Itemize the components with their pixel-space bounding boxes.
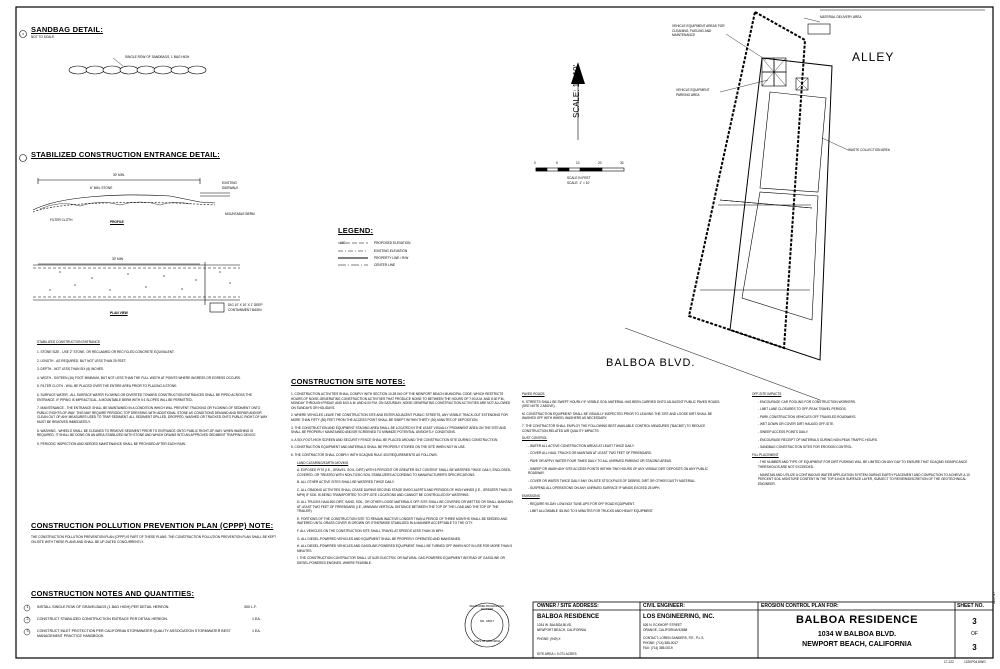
entrance-note: 8. WASHING - WHEELS SHALL BE CLEANED TO REMOVE SEDIMENT PRIOR TO ENTRANCE ONTO PUBLIC RIGHT-OF-WAY. WHEN WASHING IS REQUIRED, IT SHALL BE DONE ON AN AREA STABILIZED WITH STONE AND WHICH DRAINS INTO AN APPROVED SEDIMENT TRAPPING DEVICE. xyxy=(37,428,257,438)
site-note: M. CONSTRUCTION EQUIPMENT SHALL BE VISUALLY INSPECTED PRIOR TO LEAVING THE SITE AND LOOSE DIRT SHALL BE WASHED OFF WITH WHEEL WASHERS AS NECESSARY. xyxy=(522,411,713,421)
eng-addr2: ORANGE, CALIFORNIA 92868 xyxy=(643,628,688,632)
stamp-text: REGISTERED PROFESSIONAL ENGINEER xyxy=(469,605,505,611)
site-note: C. ALL GRADING ACTIVITIES SHALL CEASE DURING SECOND STAGE SMOG ALERTS AND PERIODS OF HIGH WINDS (I.E., GREATER THAN 25 MPH) IF SOIL IS BEING TRANSPORTED TO OFF-SITE LOCATIONS AND CANNOT BE CONTROLLED BY WATERING. xyxy=(297,487,512,497)
entrance-plan-label: PLAN VIEW xyxy=(110,311,128,315)
eng-contact: CONTACT: LOREN SANDERS, P.E., P.L.S. xyxy=(643,636,705,640)
entrance-profile-label: PROFILE xyxy=(110,220,124,224)
site-note: F. ALL VEHICLES ON THE CONSTRUCTION SITE SHALL TRAVEL AT SPEEDS LESS THAN 15 MPH. xyxy=(297,529,444,534)
entrance-stone: 6" MIN. STONE xyxy=(90,186,113,190)
title-block-lines xyxy=(533,602,993,658)
site-note: - COVER ALL HAUL TRUCKS OR MAINTAIN AT LEAST TWO FEET OF FREEBOARD. xyxy=(528,451,652,456)
material-area-label: MATERIAL DELIVERY AREA xyxy=(820,15,862,19)
entrance-berm: MOUNTABLE BERM xyxy=(225,212,255,216)
scale-small: SCALE: 1" = 10' xyxy=(567,181,590,185)
balboa-label: BALBOA BLVD. xyxy=(606,357,696,369)
site-note: H. ALL DIESEL-POWERED VEHICLES AND GASOLINE-POWERED EQUIPMENT SHALL BE TURNED OFF WHEN NOT IN USE FOR MORE THAN 5 MINUTES. xyxy=(297,544,513,553)
plan-name: BALBOA RESIDENCE xyxy=(796,614,918,626)
entrance-basin: DIG 10' X 10' X 1' DEEP CONTAINMENT BASIN xyxy=(228,303,263,312)
qty-desc: CONSTRUCT STABILIZED CONSTRUCTION ENTRACE PER DETAIL HEREON. xyxy=(37,617,168,621)
qty-num: 2 xyxy=(26,617,29,621)
bar-scale xyxy=(536,168,624,171)
entrance-notes xyxy=(37,350,269,450)
eng-name: LOS ENGINEERING, INC. xyxy=(643,614,715,620)
site-note: - PARK CONSTRUCTION VEHICLES OFF TRAVELED ROADWAYS. xyxy=(758,414,857,419)
qty-num: 3 xyxy=(26,629,29,633)
sandbag-title: SANDBAG DETAIL: xyxy=(31,25,104,34)
plan-addr1: 1034 W BALBOA BLVD. xyxy=(817,631,897,638)
site-note: D. ALL TRUCKS HAULING DIRT, SAND, SOIL, OR OTHER LOOSE MATERIALS OFF-SITE SHALL BE COVERED OR WETTED OR SHALL MAINTAIN AT LEAST TWO FEET OF FREEBOARD (I.E., MINIMUM VERTICAL DISTANCE BETWEEN THE TOP OF THE LOAD AND THE TOP OF THE TRAILER). xyxy=(297,500,513,514)
scale-tick: 20 xyxy=(598,161,602,165)
sheet-total: 3 xyxy=(972,643,977,652)
site-note: - SWEEP ACCESS POINTS DAILY. xyxy=(758,429,809,434)
owner-phone: PHONE: (949) X xyxy=(537,637,561,641)
site-note-heading: DUST CONTROL xyxy=(522,436,548,441)
entrance-notes-title: STABILIZED CONSTRUCTION ENTRANCE xyxy=(37,340,100,344)
site-note: - LIMIT ALLOWABLE IDLING TO 5 MINUTES FOR TRUCKS AND HEAVY EQUIPMENT. xyxy=(528,509,654,514)
scale-tick: 10 xyxy=(576,161,580,165)
site-note: 7. THE CONTRACTOR SHALL EMPLOY THE FOLLOWING BEST AVAILABLE CONTROL MEASURES ("BACMS") TO REDUCE CONSTRUCTION-RELATED AIR QUALITY IMPACTS: xyxy=(522,423,706,433)
legend-sym: 100 xyxy=(340,241,346,245)
legend-label: PROPERTY LINE / R/W xyxy=(374,256,409,260)
qty-num: 1 xyxy=(26,605,29,609)
site-note: - WATER ALL ACTIVE CONSTRUCTION AREAS AT LEAST TWICE DAILY. xyxy=(528,443,635,448)
site-note: - COVER OR WATER TWICE DAILY ANY ON-SITE STOCKPILES OF DEBRIS, DIRT OR OTHER DUSTY MATERIAL. xyxy=(528,478,696,483)
eng-fax: FAX: (714) 385-0019 xyxy=(643,646,673,650)
legend-lines xyxy=(338,243,368,265)
sheet-no: 3 xyxy=(972,617,977,626)
scale-tick: 0 xyxy=(534,161,536,165)
entrance-profile xyxy=(33,178,230,212)
site-note: 2. WHERE VEHICLES LEAVE THE CONSTRUCTION SITE AND ENTER ADJACENT PUBLIC STREETS, ANY VISIBLE TRACK-OUT EXTENDING FOR MORE THAN FIFTY (50) FEET FROM THE ACCESS POINT SHALL BE SWEPT WITHIN THIRTY (30) MINUTES OF DEPOSITION. xyxy=(291,413,508,422)
vehicle-eq-label: VEHICLE EQUIPMENT AREAS FOR CLEANING, FUELING AND MAINTENANCE xyxy=(672,24,725,38)
legend-label: EXISTING ELEVATION xyxy=(374,249,408,253)
alley-label: ALLEY xyxy=(852,50,895,64)
entrance-note: 2. LENGTH - AS REQUIRED, BUT NOT LESS THAN 25 FEET. xyxy=(37,358,127,363)
entrance-note: 4. WIDTH - SIXTEEN (16) FOOT MINIMUM, BUT NOT LESS THAN THE FULL WIDTH AT POINTS WHERE INGRESS OR EGRESS OCCURS. xyxy=(37,375,241,380)
eng-head: CIVIL ENGINEER: xyxy=(643,603,685,609)
site-area: SITE AREA = 0.071 ACRES xyxy=(537,652,577,656)
qty-desc: CONSTRUCT INLET PROTECTION PER CALIFORNIA STORMWATER QUALITY ASSOCIATION STORMWATER BEST MANAGEMENT PRACTICE HANDBOOK. xyxy=(37,629,231,638)
site-note: - SUSPEND ALL OPERATIONS ON ANY UNPAVED SURFACE IF WINDS EXCEED 25 MPH. xyxy=(528,486,661,491)
legend-label: CENTER LINE xyxy=(374,263,396,267)
section-marker: 3 xyxy=(22,32,24,36)
site-note: 3. THE CONSTRUCTION AND EQUIPMENT STAGING AREA SHALL BE LOCATED IN THE LEAST VISUALLY PROMINENT AREA ON THE SITE AND SHALL BE PROPERLY MAINTAINED AND/OR SCREENED TO MINIMIZE POTENTIAL UNSIGHTLY CONDITIONS. xyxy=(291,425,507,435)
site-notes-col3 xyxy=(752,392,984,489)
file-name: 122EP04.DWG xyxy=(964,660,986,664)
entrance-note: 9. PERIODIC INSPECTION AND NEEDED MAINTENANCE SHALL BE PROVIDED AFTER EACH RAIN. xyxy=(37,441,186,446)
site-note-heading: PAVED ROADS xyxy=(522,392,545,396)
entrance-filter: FILTER CLOTH xyxy=(50,218,73,222)
sandbag-scale: NOT TO SCALE xyxy=(31,35,55,39)
entrance-note: 5. FILTER CLOTH - WILL BE PLACED OVER THE ENTIRE AREA PRIOR TO PLACING A STONE. xyxy=(37,384,178,389)
legend-title: LEGEND: xyxy=(338,226,374,235)
cppp-title: CONSTRUCTION POLLUTION PREVENTION PLAN (CPPP) NOTE: xyxy=(31,521,274,530)
stamp-state: STATE OF CALIFORNIA xyxy=(473,640,501,643)
site-notes-col1 xyxy=(291,392,513,569)
entrance-dim-plan: 30' MIN. xyxy=(112,257,124,261)
site-note: K. STREETS SHALL BE SWEPT HOURLY IF VISIBLE SOIL MATERIAL HAS BEEN CARRIED ONTO ADJACENT PUBLIC PAVED ROADS. (SEE NOTE 2 ABOVE). xyxy=(522,399,721,409)
site-note: - LIMIT LANE CLOSURES TO OFF-PEAK TRAVEL PERIODS. xyxy=(758,407,847,412)
sandbag-row xyxy=(69,66,206,74)
site-note-heading: EMISSIONS xyxy=(522,493,540,498)
eng-phone: PHONE: (714) 385-0017 xyxy=(643,641,678,645)
site-note: - ENCOURAGE RECEIPT OF MATERIALS DURING NON-PEAK TRAFFIC HOURS. xyxy=(758,437,878,442)
qty-value: 1 EA. xyxy=(252,617,261,621)
site-note: 4. A SIX-FOOT-HIGH SCREEN AND SECURITY FENCE SHALL BE PLACED AROUND THE CONSTRUCTION SITE DURING CONSTRUCTION. xyxy=(291,437,499,442)
plan-stipple xyxy=(49,271,230,290)
site-note: - SWEEP OR WASH ANY SITE ACCESS POINTS WITHIN TWO HOURS OF ANY VISIBLE DIRT DEPOSITS ON ANY PUBLIC ROADWAY. xyxy=(528,466,708,476)
stamp-no: NO. 46617 xyxy=(479,619,495,623)
legend-label: PROPOSED ELEVATION xyxy=(374,241,411,245)
site-notes-col2 xyxy=(522,392,722,517)
job-number: 17-122 xyxy=(944,660,954,664)
site-note: - WET DOWN OR COVER DIRT HAULED OFF-SITE. xyxy=(758,422,835,427)
site-note: - REQUIRE 90-DAY LOW-NOX TUNE-UPS FOR OFF ROAD EQUIPMENT. xyxy=(528,501,635,506)
site-note: E. PORTIONS OF THE CONSTRUCTION SITE TO REMAIN INACTIVE LONGER THAN A PERIOD OF THREE MONTHS SHALL BE SEEDED AND WATERED UNTIL GRASS COVER IS GROWN OR OTHERWISE STABILIZED IN A MANNER ACCEPTABLE TO THE CITY. xyxy=(297,516,508,526)
site-note-heading: LAND CLEARING/EARTH-MOVING xyxy=(297,460,349,465)
site-note: A. EXPOSED PITS (I.E., GRAVEL, SOIL, DIRT) WITH 5 PERCENT OR GREATER SILT CONTENT SHALL BE WATERED TWICE DAILY, ENCLOSED, COVERED, OR TREATED WITH NON-TOXIC SOIL STABILIZERS ACCORDING TO MANUFACTURER'S SPECIFICATIONS. xyxy=(297,468,511,477)
waste-label: WASTE COLLECTION AREA xyxy=(848,148,890,152)
scale-tick: 30 xyxy=(620,161,624,165)
sheet-of: OF xyxy=(971,631,978,637)
owner-addr1: 1034 W. BALBOA BLVD. xyxy=(537,623,573,627)
site-note: - PAVE OR APPLY WATER FOUR TIMES DAILY TO ALL UNPAVED PARKING OR STAGING AREAS. xyxy=(528,458,672,463)
scale-label: SCALE: 1"=10' xyxy=(572,64,581,118)
entrance-note: 3. DEPTH - NOT LESS THAN SIX (6) INCHES. xyxy=(37,367,105,372)
site-note: 1. CONSTRUCTION ACTIVITIES SHALL COMPLY WITH SECTION 10.28.040 OF THE NEWPORT BEACH MUNICIPAL CODE, WHICH RESTRICTS HOURS OF NOISE-GENERATING CONSTRUCTION ACTIVITIES THAT PRODUCE NOISE TO BETWEEN THE HOURS OF 7:00 A.M. AND 6:30 P.M., MONDAY THROUGH FRIDAY, AND 8:00 A.M. AND 6:00 P.M. ON SATURDAY. NOISE-GENERATING CONSTRUCTION ACTIVITIES ARE NOT ALLOWED ON SUNDAYS OR HOLIDAYS. xyxy=(291,392,511,410)
site-note: I. THE CONSTRUCTION CONTRACTOR SHALL UTILIZE ELECTRIC OR NATURAL GAS-POWERED EQUIPMENT INSTEAD OF GASOLINE OR DIESEL-POWERED ENGINES, WHERE FEASIBLE. xyxy=(297,556,505,566)
entrance-note: 6. SURFACE WATER - ALL SURFACE WATER FLOWING OR DIVERTED TOWARD CONSTRUCTION ENTRANCES SHALL BE PIPED ACROSS THE ENTRANCE. IF PIPING IS IMPRACTICAL, A MOUNTABLE BERM WITH 5:1 SLOPES WILL BE PERMITTED. xyxy=(37,392,252,402)
owner-addr2: NEWPORT BEACH, CALIFORNIA xyxy=(537,628,586,632)
site-note: G. ALL DIESEL-POWERED VEHICLES AND EQUIPMENT SHALL BE PROPERLY OPERATED AND MAINTAINED. xyxy=(297,536,462,541)
site-note: - THE NUMBER AND TYPE OF EQUIPMENT FOR DIRT PUSHING WILL BE LIMITED ON ANY DAY TO ENSURE THAT SCAQMD SIGNIFICANCE THRESHOLDS ARE NOT EXCEEDED. xyxy=(758,460,968,469)
scale-tick: 5 xyxy=(556,161,558,165)
entrance-note: 1. STONE SIZE - USE 2" STONE, OR RECLAIMED OR RECYCLED CONCRETE EQUIVALENT. xyxy=(37,350,175,354)
entrance-existing: EXISTING SIDEWALK xyxy=(222,181,239,190)
sheet-head: SHEET NO. xyxy=(957,603,984,609)
plan-addr2: NEWPORT BEACH, CALIFORNIA xyxy=(802,641,912,648)
site-note: - MAINTAIN AND UTILIZE A CONTINUOUS WATER APPLICATION SYSTEM DURING EARTH PLACEMENT AND COMPACTION TO ACHIEVE A 10 PERCENT SOIL MOISTURE CONTENT IN THE TOP 6-INCH SURFACE LAYER, SUBJECT TO REVIEW/DISCRETION OF THE GEOTECHNICAL ENGINEER. xyxy=(758,472,970,486)
site-plan xyxy=(625,10,985,400)
qty-value: 1 EA. xyxy=(252,629,261,633)
eng-addr1: 626 N. ECKHOFF STREET xyxy=(643,623,682,627)
qty-value: 300 L.F. xyxy=(244,605,257,609)
entrance-plan xyxy=(33,262,240,312)
owner-head: OWNER / SITE ADDRESS: xyxy=(537,603,599,609)
plan-head: EROSION CONTROL PLAN FOR: xyxy=(761,603,839,609)
entrance-dim-top: 30' MIN. xyxy=(113,173,125,177)
vehicle-parking-label: VEHICLE EQUIPMENT PARKING AREA xyxy=(676,88,710,97)
site-note: - SANDBAG CONSTRUCTION SITES FOR EROSION CONTROL. xyxy=(758,445,853,450)
site-note: 5. CONSTRUCTION EQUIPMENT AND MATERIALS SHALL BE PROPERLY STORED ON THE SITE WHEN NOT IN USE. xyxy=(291,445,466,450)
entrance-title: STABILIZED CONSTRUCTION ENTRANCE DETAIL: xyxy=(31,150,220,159)
owner-name: BALBOA RESIDENCE xyxy=(537,614,600,620)
plot-date: 11/27/17 xyxy=(992,591,996,604)
site-note: - ENCOURAGE CAR POOLING FOR CONSTRUCTION WORKERS. xyxy=(758,399,856,404)
sandbag-note: SINGLE ROW OF SANDBAGS, 1 BAG HIGH xyxy=(125,55,190,59)
entrance-note: 7. MAINTENANCE - THE ENTRANCE SHALL BE MAINTAINED IN A CONDITION WHICH WILL PREVENT TRACKING OR FLOWING OF SEDIMENT ONTO PUBLIC RIGHTS-OF-WAY. THIS MAY REQUIRE PERIODIC TOP DRESSING WITH ADDITIONAL STONE AS CONDITIONS DEMAND AND REPAIR AND/OR CLEAN OUT OF ANY MEASURES USED TO TRAP SEDIMENT. ALL SEDIMENT SPILLED, DROPPED, WASHED OR TRACKED ONTO PUBLIC RIGHT-OF-WAY MUST BE REMOVED IMMEDIATELY. xyxy=(37,406,268,424)
site-note-heading: FILL PLACEMENT xyxy=(752,452,779,457)
quantities-title: CONSTRUCTION NOTES AND QUANTITIES: xyxy=(31,589,195,598)
site-notes-title: CONSTRUCTION SITE NOTES: xyxy=(291,377,406,386)
site-note-heading: OFF-SITE IMPACTS xyxy=(752,392,782,396)
qty-desc: INSTALL SINGLE ROW OF GRAVELBAGS (1 BAG HIGH) PER DETAIL HEREON. xyxy=(37,605,170,609)
site-note: 6. THE CONTRACTOR SHALL COMPLY WITH SCAQMD RULE 403 REQUIREMENTS AS FOLLOWS: xyxy=(291,452,438,457)
site-note: B. ALL OTHER ACTIVE SITES SHALL BE WATERED TWICE DAILY. xyxy=(297,480,395,485)
cppp-text: THE CONSTRUCTION POLLUTION PREVENTION PLAN (CPPP) IS PART OF THESE PLANS. THE CONSTRUCTION POLLUTION PREVENTION PLAN SHALL BE KEPT ON-SITE WITH THESE PLANS AND SHALL BE UP-DATED CONCURRENTLY. xyxy=(31,535,277,544)
scale-feet: SCALE IN FEET xyxy=(567,176,591,180)
